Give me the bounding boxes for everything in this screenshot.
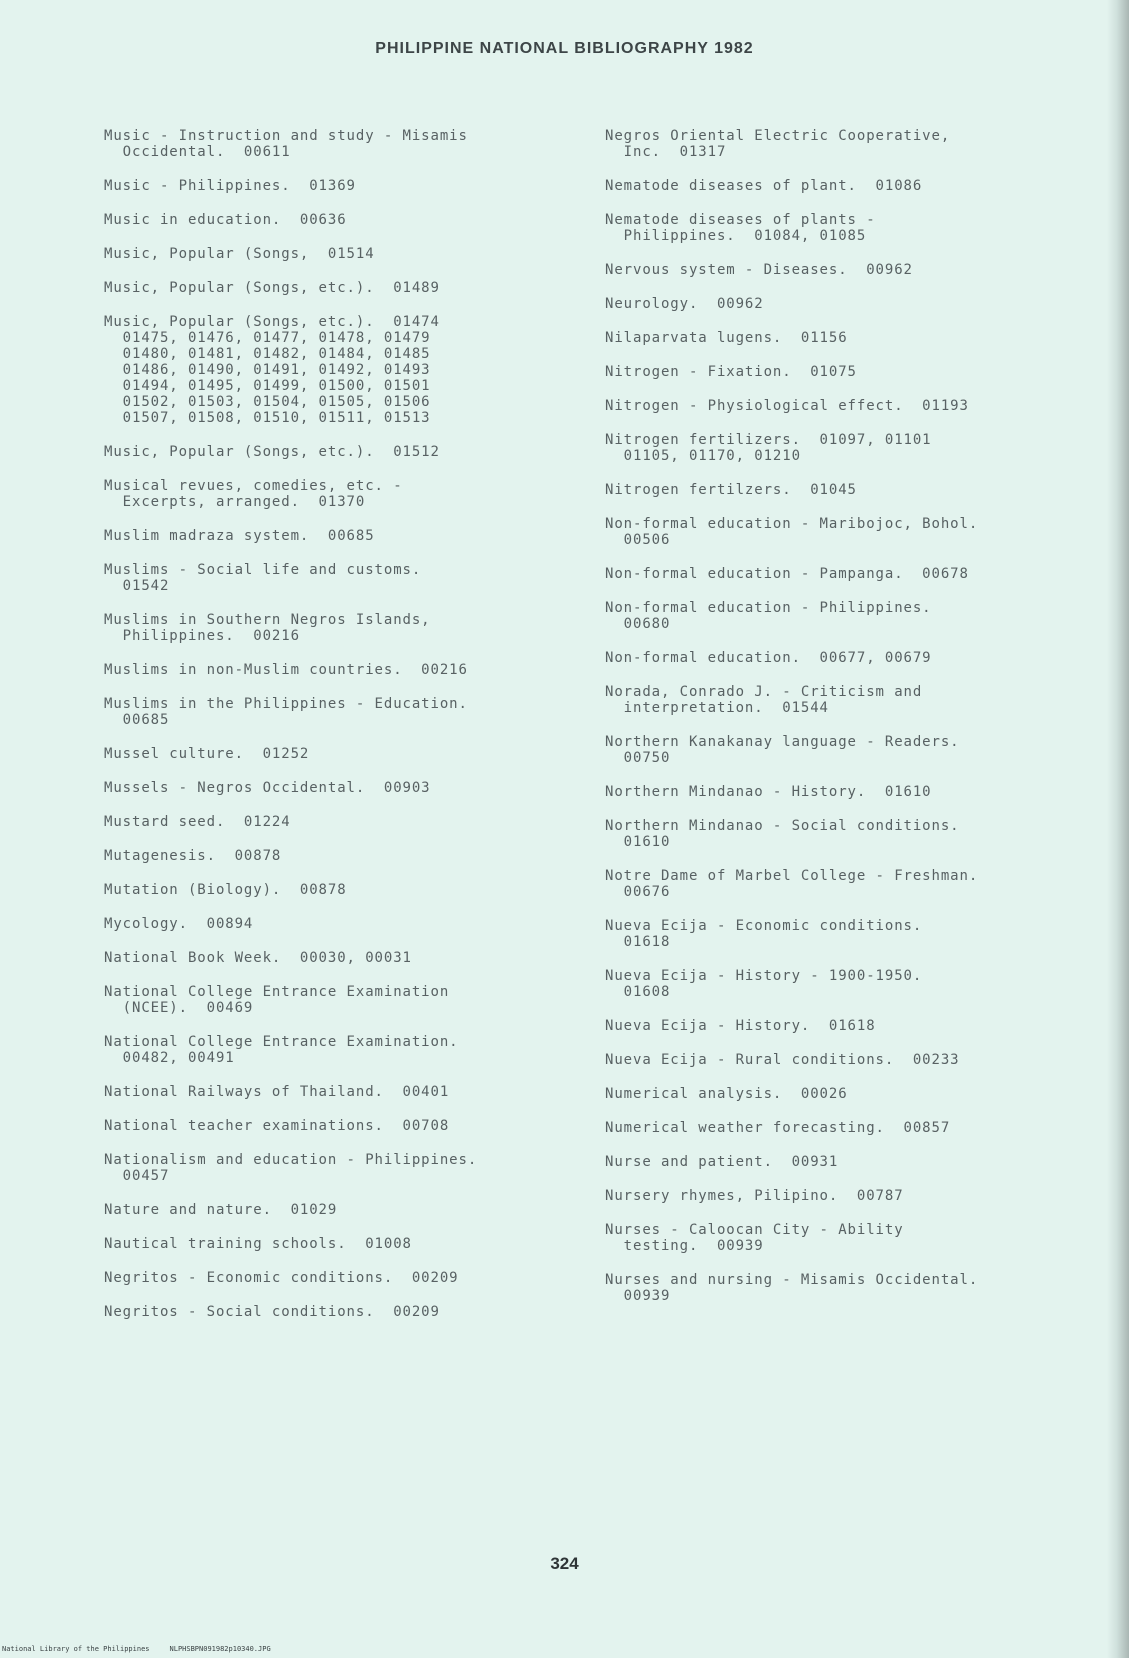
index-entry: Nueva Ecija - History. 01618: [605, 1018, 876, 1034]
index-entry: Mussels - Negros Occidental. 00903: [104, 780, 431, 796]
page-header: PHILIPPINE NATIONAL BIBLIOGRAPHY 1982: [375, 40, 754, 57]
index-entry: Non-formal education - Maribojoc, Bohol. 00506: [605, 516, 979, 548]
index-entry: Northern Mindanao - Social conditions. 01610: [605, 818, 960, 850]
index-entry: Muslims in the Philippines - Education. 00685: [104, 696, 468, 728]
index-entry: Nueva Ecija - History - 1900-1950. 01608: [605, 968, 923, 1000]
index-entry: Muslims - Social life and customs. 01542: [104, 562, 422, 594]
scan-footer: [2, 1645, 291, 1653]
index-entry: Nitrogen - Fixation. 01075: [605, 364, 857, 380]
index-entry: Music, Popular (Songs, etc.). 01489: [104, 280, 440, 296]
index-entry: Numerical analysis. 00026: [605, 1086, 848, 1102]
index-entry: Nueva Ecija - Rural conditions. 00233: [605, 1052, 960, 1068]
index-entry: Nitrogen fertilizers. 01097, 01101 01105, 01170, 01210: [605, 432, 932, 464]
index-entry: Negritos - Social conditions. 00209: [104, 1304, 440, 1320]
index-entry: Non-formal education. 00677, 00679: [605, 650, 932, 666]
index-entry: Muslims in non-Muslim countries. 00216: [104, 662, 468, 678]
page-number: 324: [550, 1554, 579, 1573]
index-entry: Mutagenesis. 00878: [104, 848, 282, 864]
index-entry: Negros Oriental Electric Cooperative, Inc. 01317: [605, 128, 951, 160]
page-edge: [1107, 0, 1129, 1658]
index-entry: Nilaparvata lugens. 01156: [605, 330, 848, 346]
index-entry: Negritos - Economic conditions. 00209: [104, 1270, 459, 1286]
index-entry: National Railways of Thailand. 00401: [104, 1084, 450, 1100]
index-entry: Nematode diseases of plant. 01086: [605, 178, 923, 194]
index-entry: Non-formal education - Pampanga. 00678: [605, 566, 969, 582]
index-entry: Nurses and nursing - Misamis Occidental. 00939: [605, 1272, 979, 1304]
footer-file-id: NLPHSBPN091982p10340.JPG: [169, 1645, 271, 1653]
index-entry: Numerical weather forecasting. 00857: [605, 1120, 951, 1136]
index-entry: Nursery rhymes, Pilipino. 00787: [605, 1188, 904, 1204]
index-entry: Music, Popular (Songs, etc.). 01512: [104, 444, 440, 460]
index-entry: Nationalism and education - Philippines. 00457: [104, 1152, 478, 1184]
index-entry: Mussel culture. 01252: [104, 746, 310, 762]
index-entry: Northern Kanakanay language - Readers. 00750: [605, 734, 960, 766]
index-entry: Nitrogen fertilzers. 01045: [605, 482, 857, 498]
right-column: [605, 128, 1075, 1304]
index-entry: Muslim madraza system. 00685: [104, 528, 375, 544]
index-entry: Music, Popular (Songs, 01514: [104, 246, 375, 262]
index-entry: Nurse and patient. 00931: [605, 1154, 839, 1170]
index-entry: National College Entrance Examination (NCEE). 00469: [104, 984, 450, 1016]
index-entry: Music in education. 00636: [104, 212, 347, 228]
index-entry: Nautical training schools. 01008: [104, 1236, 412, 1252]
index-entry: Norada, Conrado J. - Criticism and interpretation. 01544: [605, 684, 923, 716]
index-entry: Nature and nature. 01029: [104, 1202, 338, 1218]
index-entry: Mycology. 00894: [104, 916, 254, 932]
index-entry: Northern Mindanao - History. 01610: [605, 784, 932, 800]
index-entry: National College Entrance Examination. 00482, 00491: [104, 1034, 459, 1066]
index-entry: Mustard seed. 01224: [104, 814, 291, 830]
index-entry: Nueva Ecija - Economic conditions. 01618: [605, 918, 923, 950]
index-entry: Musical revues, comedies, etc. - Excerpts, arranged. 01370: [104, 478, 403, 510]
left-column: [104, 128, 574, 1320]
index-entry: Music - Instruction and study - Misamis Occidental. 00611: [104, 128, 468, 160]
index-entry: National teacher examinations. 00708: [104, 1118, 450, 1134]
index-entry: Nitrogen - Physiological effect. 01193: [605, 398, 969, 414]
index-entry: Music, Popular (Songs, etc.). 01474 01475, 01476, 01477, 01478, 01479 01480, 01481, 01482, 01484, 01485 01486, 01490, 01491, 01492, 01493 01494, 01495, 01499, 01500, 01501 01502, 01503, 01504, 01505, 01506 01507, 01508, 01510, 01511, 01513: [104, 314, 440, 426]
index-entry: Music - Philippines. 01369: [104, 178, 356, 194]
footer-library: National Library of the Philippines: [2, 1645, 150, 1653]
index-entry: Neurology. 00962: [605, 296, 764, 312]
index-entry: Nematode diseases of plants - Philippines. 01084, 01085: [605, 212, 876, 244]
index-entry: Notre Dame of Marbel College - Freshman. 00676: [605, 868, 979, 900]
index-entry: Muslims in Southern Negros Islands, Philippines. 00216: [104, 612, 431, 644]
index-entry: Mutation (Biology). 00878: [104, 882, 347, 898]
index-entry: Nervous system - Diseases. 00962: [605, 262, 913, 278]
index-entry: Non-formal education - Philippines. 00680: [605, 600, 932, 632]
index-entry: National Book Week. 00030, 00031: [104, 950, 412, 966]
index-entry: Nurses - Caloocan City - Ability testing. 00939: [605, 1222, 904, 1254]
